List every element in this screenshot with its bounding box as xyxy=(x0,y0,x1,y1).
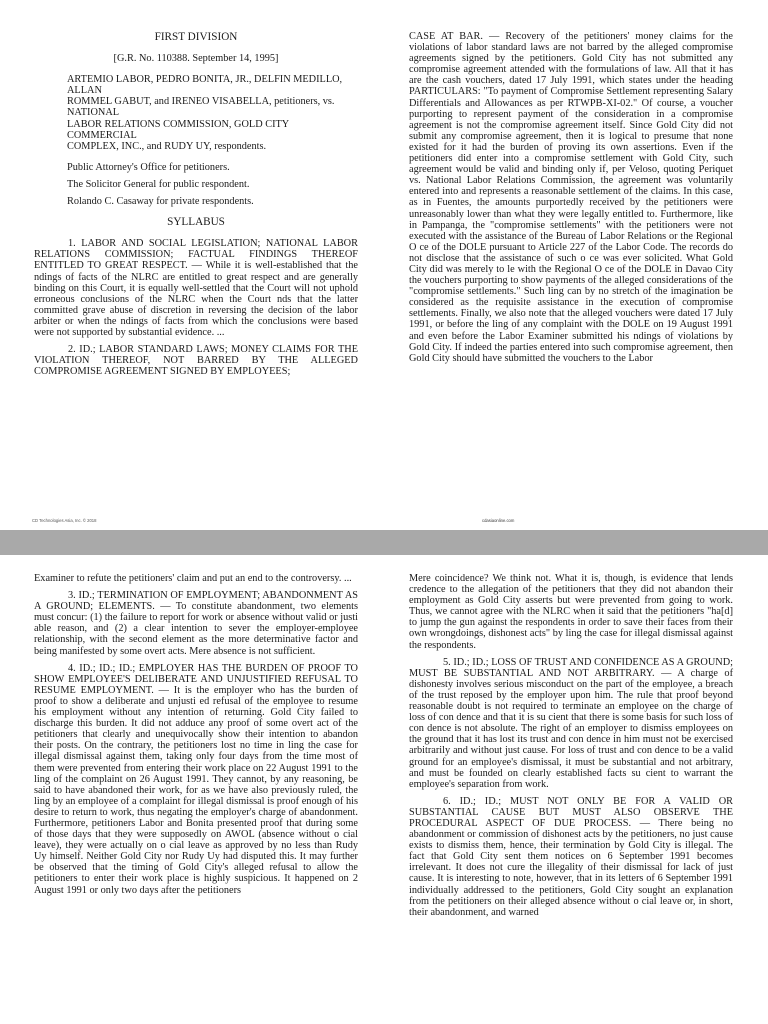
continuation-text: Examiner to refute the petitioners' claim and put an end to the controversy. ... xyxy=(34,573,352,584)
page2-left-column xyxy=(34,573,358,896)
counsel-line: Public Attorney's Office for petitioners. xyxy=(67,161,230,173)
caption-line: ARTEMIO LABOR, PEDRO BONITA, JR., DELFIN MEDILLO, ALLAN xyxy=(67,74,343,97)
continuation-text: Mere coincidence? We think not. What it is, though, is evidence that lends credence to the allegation of the petitioners that they did not abandon their employment as Gold City asserts but were prevented from going to work. Thus, we cannot agree with the NLRC when it said that the petitioners "ha[d] to jump the gun against the respondents in order to save their faces from their own wrongdoings, dishonest acts" by ling the case for illegal dismissal against the respondents. xyxy=(409,573,733,651)
footer-copyright: CD Technologies Asia, Inc. © 2018 xyxy=(32,518,97,523)
syllabus-heading: SYLLABUS xyxy=(167,216,225,229)
syllabus-item-4: 4. ID.; ID.; ID.; EMPLOYER HAS THE BURDEN OF PROOF TO SHOW EMPLOYEE'S DELIBERATE AND UNJUSTIFIED REFUSAL TO RESUME EMPLOYMENT. — It is the employer who has the burden of proof to show a deliberate and unjusti ed refusal of the employee to resume his employment without any intention of returning. Gold City failed to discharge this burden. It did not adduce any proof of some overt act of the petitioners that clearly and unequivocally show their intention to abandon their posts. On the contrary, the petitioners lost no time in ling the case for illegal dismissal against them, taking only four days from the time most of them were prevented from entering their work place on 22 August 1991 to the ling of the complaint on 26 August 1991. They cannot, by any reasoning, be said to have abandoned their work, for as we have also previously ruled, the ling by an employee of a complaint for illegal dismissal is proof enough of his desire to return to work, thus negating the employer's charge of abandonment. Furthermore, petitioners Labor and Bonita presented proof that during some of those days that they were supposedly on AWOL (absence without o cial leave), they were actually on o cial leave as approved by no less than Rudy Uy himself. Neither Gold City nor Rudy Uy had disputed this. It may further be observed that the timing of Gold City's alleged refusal to allow the petitioners to enter their work place is highly suspicious. It happened on 2 August 1991 or only two days after the petitioners xyxy=(34,662,358,896)
page1-right-column xyxy=(409,31,733,364)
gr-number: [G.R. No. 110388. September 14, 1995] xyxy=(113,53,279,65)
syllabus-item-6: 6. ID.; ID.; MUST NOT ONLY BE FOR A VALID OR SUBSTANTIAL CAUSE BUT MUST ALSO OBSERVE THE PROCEDURAL ASPECT OF DUE PROCESS. — There being no abandonment or commission of dishonest acts by the petitioners, no just cause exists to dismiss them, hence, their termination by Gold City is illegal. The fact that Gold City sent them notices on 6 September 1991 becomes irrelevant. It does not cure the illegality of their dismissal for lack of just cause. It is interesting to note, however, that in its letters of 6 September 1991 individually addressed to the petitioners, Gold City sought an explanation from the petitioners on their alleged absence without o cial leave or, in short, their abandonment, and warned xyxy=(409,795,733,918)
caption-line: LABOR RELATIONS COMMISSION, GOLD CITY COMMERCIAL xyxy=(67,118,289,141)
syllabus-item-5: 5. ID.; ID.; LOSS OF TRUST AND CONFIDENCE AS A GROUND; MUST BE SUBSTANTIAL AND NOT ARBITRARY. — A charge of dishonesty involves serious misconduct on the part of the employee, a breach of the trust reposed by the employer upon him. The rule that proof beyond reasonable doubt is not required to terminate an employee on the charge of loss of con dence and that it is su cient that there is some basis for such loss of con dence is not absolute. The right of an employer to dismiss employees on the ground that it has lost its trust and con dence in him must not be exercised arbitrarily and without just cause. For loss of trust and con dence to be a valid ground for an employee's dismissal, it must be substantial and not arbitrary, and must be founded on clearly established facts su cient to warrant the employee's separation from work. xyxy=(409,656,733,790)
caption-line: COMPLEX, INC., and RUDY UY, respondents. xyxy=(67,140,267,152)
syllabus-item-3: 3. ID.; TERMINATION OF EMPLOYMENT; ABANDONMENT AS A GROUND; ELEMENTS. — To constitute abandonment, two elements must concur: (1) the failure to report for work or absence without valid or justi able reason, and (2) a clear intention to sever the employer-employee relationship, with the second element as the more determinative factor and being manifested by some overt acts. Mere absence is not sufficient. xyxy=(34,590,358,657)
counsel-list xyxy=(67,162,358,207)
syllabus-item-1: 1. LABOR AND SOCIAL LEGISLATION; NATIONAL LABOR RELATIONS COMMISSION; FACTUAL FINDINGS THEREOF ENTITLED TO GREAT RESPECT. — While it is well-established that the ndings of facts of the NLRC are entitled to great respect and are generally binding on this Court, it is equally well-settled that the Court will not uphold erroneous conclusions of the NLRC when the Court nds that the latter committed grave abuse of discretion in reversing the decision of the labor arbiter or when the ndings of facts from which the conclusions were based were not supported by substantial evidence. ... xyxy=(34,238,358,338)
footer-site-link[interactable]: cdasiaonline.com xyxy=(482,518,515,523)
syllabus-item-2-body: CASE AT BAR. — Recovery of the petitioners' money claims for the violations of labor standard laws are not barred by the alleged compromise agreements signed by the petitioners. Gold City has not submitted any compromise agreement attended with the formulations of law. All that it has are the cash vouchers, dated 17 July 1991, which states under the heading PARTICULARS: "To payment of Compromise Settlement representing Salary Differentials and Allowances as per RTWPB-XI-02." Of course, a voucher purporting to represent payment of the consideration in a compromise agreement is not the compromise agreement itself. Since Gold City did not submit any compromise agreement, then it is logical to presume that none existed for it had the burden of proving its own assertions. Even if the petitioners did enter into a compromise settlement with Gold City, such agreement would be valid and binding only if, per Veloso, quoting Periquet vs. National Labor Relations Commission, the agreement was voluntarily entered into and represents a reasonable settlement of the claims. In this case, as in Fuentes, the amounts purportedly received by the petitioners were unreasonably lower than what they were legally entitled to. Furthermore, like in Pampanga, the "compromise settlements" with the petitioners were not executed with the assistance of the Bureau of Labor Relations or the Regional O ce of the DOLE pursuant to Article 227 of the Labor Code. The records do not disclose that the assistance of such o ce was ever solicited. What Gold City did was merely to le with the Regional O ce of the DOLE in Davao City the vouchers purporting to show payments of the alleged considerations of the "compromise settlements." Such ling can by no stretch of the imagination be considered as the requisite assistance in the execution of compromise settlements. Finally, we also note that the alleged vouchers were dated 17 July 1991, or before the ling of any complaint with the DOLE on 19 August 1991 and even before the Labor Examiner submitted his ndings of violations by Gold City. If indeed the parties entered into such compromise agreement, then Gold City should have submitted the vouchers to the Labor xyxy=(409,31,733,364)
division-heading: FIRST DIVISION xyxy=(154,31,238,43)
page1-left-column xyxy=(34,32,358,377)
counsel-line: The Solicitor General for public respondent. xyxy=(67,178,250,190)
syllabus-item-2: 2. ID.; LABOR STANDARD LAWS; MONEY CLAIMS FOR THE VIOLATION THEREOF, NOT BARRED BY THE ALLEGED COMPROMISE AGREEMENT SIGNED BY EMPLOYEES; xyxy=(34,344,358,378)
caption-line: ROMMEL GABUT, and IRENEO VISABELLA, petitioners, vs. NATIONAL xyxy=(67,96,335,119)
counsel-line: Rolando C. Casaway for private respondents. xyxy=(67,196,254,208)
case-caption xyxy=(67,74,358,152)
page2-right-column xyxy=(409,573,733,918)
